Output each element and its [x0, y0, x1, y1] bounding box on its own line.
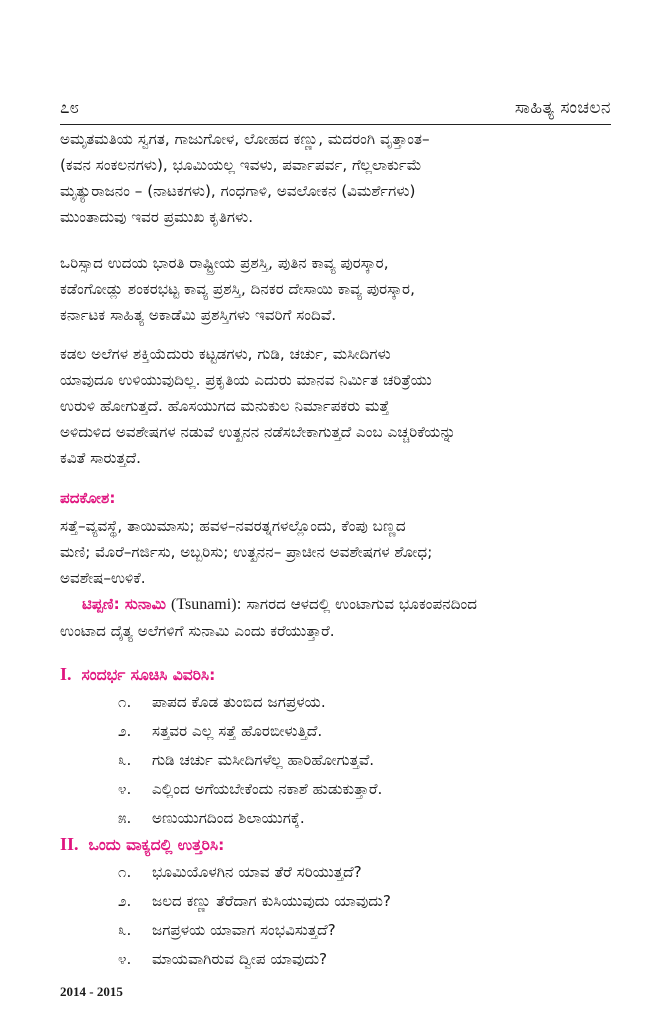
- note-line: [60, 591, 616, 618]
- footer-year: 2014 - 2015: [60, 984, 123, 999]
- section-two-questions: [118, 858, 618, 974]
- question-item: [118, 858, 618, 887]
- note-line-2: ಉಂಟಾದ ದೈತ್ಯ ಅಲೆಗಳಿಗೆ ಸುನಾಮಿ ಎಂದು ಕರೆಯುತ್ತಾರೆ.: [60, 622, 335, 640]
- question-text: ಜಲದ ಕಣ್ಣು ತೆರೆದಾಗ ಕುಸಿಯುವುದು ಯಾವುದು?: [152, 892, 391, 910]
- paragraph-works: [60, 126, 616, 230]
- text-line: ಉರುಳಿ ಹೋಗುತ್ತದೆ. ಹೊಸಯುಗದ ಮನುಕುಲ ನಿರ್ಮಾಪಕರು ಮತ್ತೆ: [60, 397, 390, 415]
- note-latin-term: (Tsunami): [170, 596, 237, 613]
- note-text: : ಸಾಗರದ ಆಳದಲ್ಲಿ ಉಂಟಾಗುವ ಭೂಕಂಪನದಿಂದ: [236, 595, 478, 613]
- question-text: ಸತ್ತವರ ಎಲ್ಲ ಸತ್ತೆ ಹೊರಬೀಳುತ್ತಿದೆ.: [152, 722, 323, 740]
- question-text: ಎಲ್ಲಿಂದ ಅಗೆಯಬೇಕೆಂದು ನಕಾಶೆ ಹುಡುಕುತ್ತಾರೆ.: [152, 780, 383, 798]
- section-two-title: ಒಂದು ವಾಕ್ಯದಲ್ಲಿ ಉತ್ತರಿಸಿ:: [88, 836, 225, 854]
- running-title: ಸಾಹಿತ್ಯ ಸಂಚಲನ: [514, 98, 611, 118]
- question-number: ೧.: [118, 863, 132, 881]
- question-item: [118, 887, 618, 916]
- section-one-title: ಸಂದರ್ಭ ಸೂಚಿಸಿ ವಿವರಿಸಿ:: [81, 666, 216, 684]
- question-text: ಪಾಪದ ಕೊಡ ತುಂಬಿದ ಜಗಪ್ರಳಯ.: [152, 693, 326, 711]
- text-line: ಮೃತ್ಯುರಾಜನಂ – (ನಾಟಕಗಳು), ಗಂಧಗಾಳಿ, ಅವಲೋಕನ (ವಿಮರ್ಶೆಗಳು): [60, 182, 416, 200]
- text-line: (ಕವನ ಸಂಕಲನಗಳು), ಭೂಮಿಯಲ್ಲ ಇವಳು, ಪರ್ವಾಪರ್ವ, ಗೆಲ್ಲಲಾರ್ಕುಮೆ: [60, 156, 422, 174]
- question-text: ಮಾಯವಾಗಿರುವ ದ್ವೀಪ ಯಾವುದು?: [152, 950, 328, 968]
- text-line: ಯಾವುದೂ ಉಳಿಯುವುದಿಲ್ಲ. ಪ್ರಕೃತಿಯ ಎದುರು ಮಾನವ ನಿರ್ಮಿತ ಚರಿತ್ರೆಯು: [60, 371, 432, 389]
- section-two-numeral: II.: [60, 834, 79, 854]
- glossary-line: ಅವಶೇಷ–ಉಳಿಕೆ.: [60, 569, 146, 587]
- glossary-line: ಸತ್ತೆ–ವ್ಯವಸ್ಥೆ, ತಾಯಿಮಾಸು; ಹವಳ–ನವರತ್ನಗಳಲ್ಲೊಂದು, ಕೆಂಪು ಬಣ್ಣದ: [60, 517, 406, 535]
- question-item: [118, 916, 618, 945]
- section-one-questions: [118, 688, 618, 833]
- question-item: [118, 804, 618, 833]
- text-line: ಕಡೆಂಗೋಡ್ಲು ಶಂಕರಭಟ್ಟ ಕಾವ್ಯ ಪ್ರಶಸ್ತಿ, ದಿನಕರ ದೇಸಾಯಿ ಕಾವ್ಯ ಪುರಸ್ಕಾರ,: [60, 280, 415, 298]
- page-number: ೭೮: [60, 98, 80, 118]
- paragraph-awards: [60, 250, 616, 328]
- page-header: [60, 96, 611, 125]
- section-one-heading: [60, 664, 215, 685]
- paragraph-summary: [60, 341, 616, 471]
- text-line: ಅಳಿದುಳಿದ ಅವಶೇಷಗಳ ನಡುವೆ ಉತ್ಖನನ ನಡೆಸಬೇಕಾಗುತ್ತದೆ ಎಂಬ ಎಚ್ಚರಿಕೆಯನ್ನು: [60, 423, 456, 441]
- section-two-heading: [60, 834, 224, 855]
- glossary-title: ಪದಕೋಶ:: [60, 489, 116, 507]
- text-line: ಕವಿತೆ ಸಾರುತ್ತದೆ.: [60, 449, 141, 467]
- question-number: ೫.: [118, 809, 132, 827]
- question-text: ಭೂಮಿಯೊಳಗಿನ ಯಾವ ತೆರೆ ಸರಿಯುತ್ತದೆ?: [152, 863, 362, 881]
- question-item: [118, 688, 618, 717]
- question-text: ಗುಡಿ ಚರ್ಚು ಮಸೀದಿಗಳೆಲ್ಲ ಹಾರಿಹೋಗುತ್ತವೆ.: [152, 751, 375, 769]
- text-line: ಒರಿಸ್ಸಾದ ಉದಯ ಭಾರತಿ ರಾಷ್ಟ್ರೀಯ ಪ್ರಶಸ್ತಿ, ಪುತಿನ ಕಾವ್ಯ ಪುರಸ್ಕಾರ,: [60, 254, 389, 272]
- glossary-line: ಮಣಿ; ಮೊರೆ–ಗರ್ಜಿಸು, ಅಬ್ಬರಿಸು; ಉತ್ಖನನ– ಪ್ರಾಚೀನ ಅವಶೇಷಗಳ ಶೋಧ;: [60, 543, 433, 561]
- question-number: ೧.: [118, 693, 132, 711]
- text-line: ಅಮೃತಮತಿಯ ಸ್ವಗತ, ಗಾಜುಗೋಳ, ಲೋಹದ ಕಣ್ಣು, ಮದರಂಗಿ ವೃತ್ತಾಂತ–: [60, 130, 430, 148]
- text-line: ಕರ್ನಾಟಕ ಸಾಹಿತ್ಯ ಅಕಾಡೆಮಿ ಪ್ರಶಸ್ತಿಗಳು ಇವರಿಗೆ ಸಂದಿವೆ.: [60, 306, 337, 324]
- question-item: [118, 775, 618, 804]
- text-line: ಕಡಲ ಅಲೆಗಳ ಶಕ್ತಿಯೆದುರು ಕಟ್ಟಡಗಳು, ಗುಡಿ, ಚರ್ಚು, ಮಸೀದಿಗಳು: [60, 345, 391, 363]
- question-number: ೩.: [118, 921, 132, 939]
- question-number: ೪.: [118, 950, 132, 968]
- question-item: [118, 746, 618, 775]
- section-one-numeral: I.: [60, 664, 72, 684]
- glossary-body: [60, 513, 616, 644]
- question-number: ೪.: [118, 780, 132, 798]
- question-text: ಜಗಪ್ರಳಯ ಯಾವಾಗ ಸಂಭವಿಸುತ್ತದೆ?: [152, 921, 336, 939]
- question-number: ೨.: [118, 722, 132, 740]
- question-text: ಅಣುಯುಗದಿಂದ ಶಿಲಾಯುಗಕ್ಕೆ.: [152, 809, 305, 827]
- question-number: ೨.: [118, 892, 132, 910]
- note-label: ಟಿಪ್ಪಣಿ: ಸುನಾಮಿ: [82, 595, 167, 613]
- question-item: [118, 945, 618, 974]
- text-line: ಮುಂತಾದುವು ಇವರ ಪ್ರಮುಖ ಕೃತಿಗಳು.: [60, 208, 254, 226]
- question-item: [118, 717, 618, 746]
- question-number: ೩.: [118, 751, 132, 769]
